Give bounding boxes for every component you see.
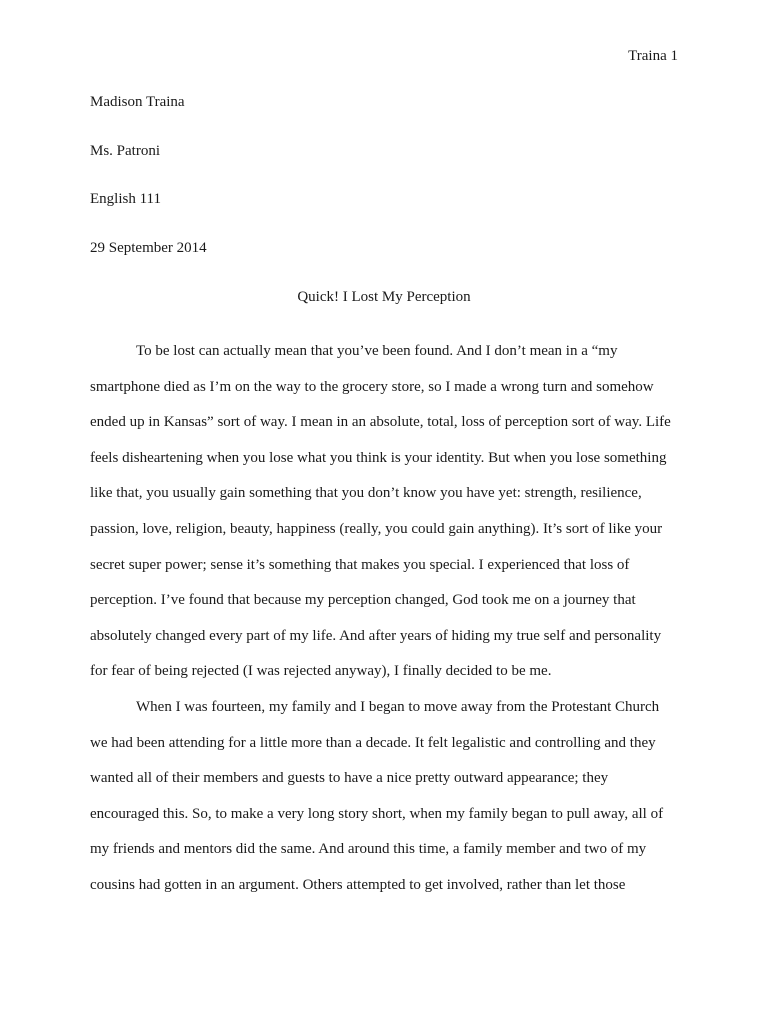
text-line: my friends and mentors did the same. And around this time, a family member and two of my bbox=[90, 841, 647, 858]
essay-date: 29 September 2014 bbox=[90, 239, 207, 256]
running-head: Traina 1 bbox=[628, 48, 678, 64]
essay-title: Quick! I Lost My Perception bbox=[297, 289, 471, 305]
instructor-name: Ms. Patroni bbox=[90, 142, 161, 159]
text-line: When I was fourteen, my family and I began to move away from the Protestant Church bbox=[136, 698, 660, 715]
author-name: Madison Traina bbox=[90, 94, 185, 110]
course-name: English 111 bbox=[90, 191, 161, 207]
text-line: perception. I’ve found that because my perception changed, God took me on a journey that bbox=[90, 592, 636, 609]
text-line: feels disheartening when you lose what you think is your identity. But when you lose something bbox=[90, 449, 667, 466]
paragraph-1 bbox=[90, 334, 678, 690]
text-line: like that, you usually gain something that you don’t know you have yet: strength, resilience, bbox=[90, 485, 642, 502]
essay-body bbox=[90, 334, 678, 904]
text-line: passion, love, religion, beauty, happiness (really, you could gain anything). It’s sort of like your bbox=[90, 520, 663, 537]
text-line: wanted all of their members and guests to have a nice pretty outward appearance; they bbox=[90, 770, 609, 787]
mla-heading bbox=[90, 92, 678, 286]
text-line: secret super power; sense it’s something that makes you special. I experienced that loss of bbox=[90, 556, 630, 573]
text-line: we had been attending for a little more than a decade. It felt legalistic and controlling and they bbox=[90, 734, 656, 751]
text-line: for fear of being rejected (I was rejected anyway), I finally decided to be me. bbox=[90, 663, 552, 680]
text-line: To be lost can actually mean that you’ve been found. And I don’t mean in a “my bbox=[136, 343, 618, 359]
text-line: ended up in Kansas” sort of way. I mean in an absolute, total, loss of perception sort of way. Life bbox=[90, 414, 671, 431]
text-line: smartphone died as I’m on the way to the grocery store, so I made a wrong turn and somehow bbox=[90, 378, 654, 395]
text-line: encouraged this. So, to make a very long story short, when my family began to pull away, all of bbox=[90, 805, 664, 822]
text-line: cousins had gotten in an argument. Others attempted to get involved, rather than let those bbox=[90, 876, 626, 893]
text-line: absolutely changed every part of my life. And after years of hiding my true self and personality bbox=[90, 627, 662, 644]
paragraph-2 bbox=[90, 690, 678, 904]
